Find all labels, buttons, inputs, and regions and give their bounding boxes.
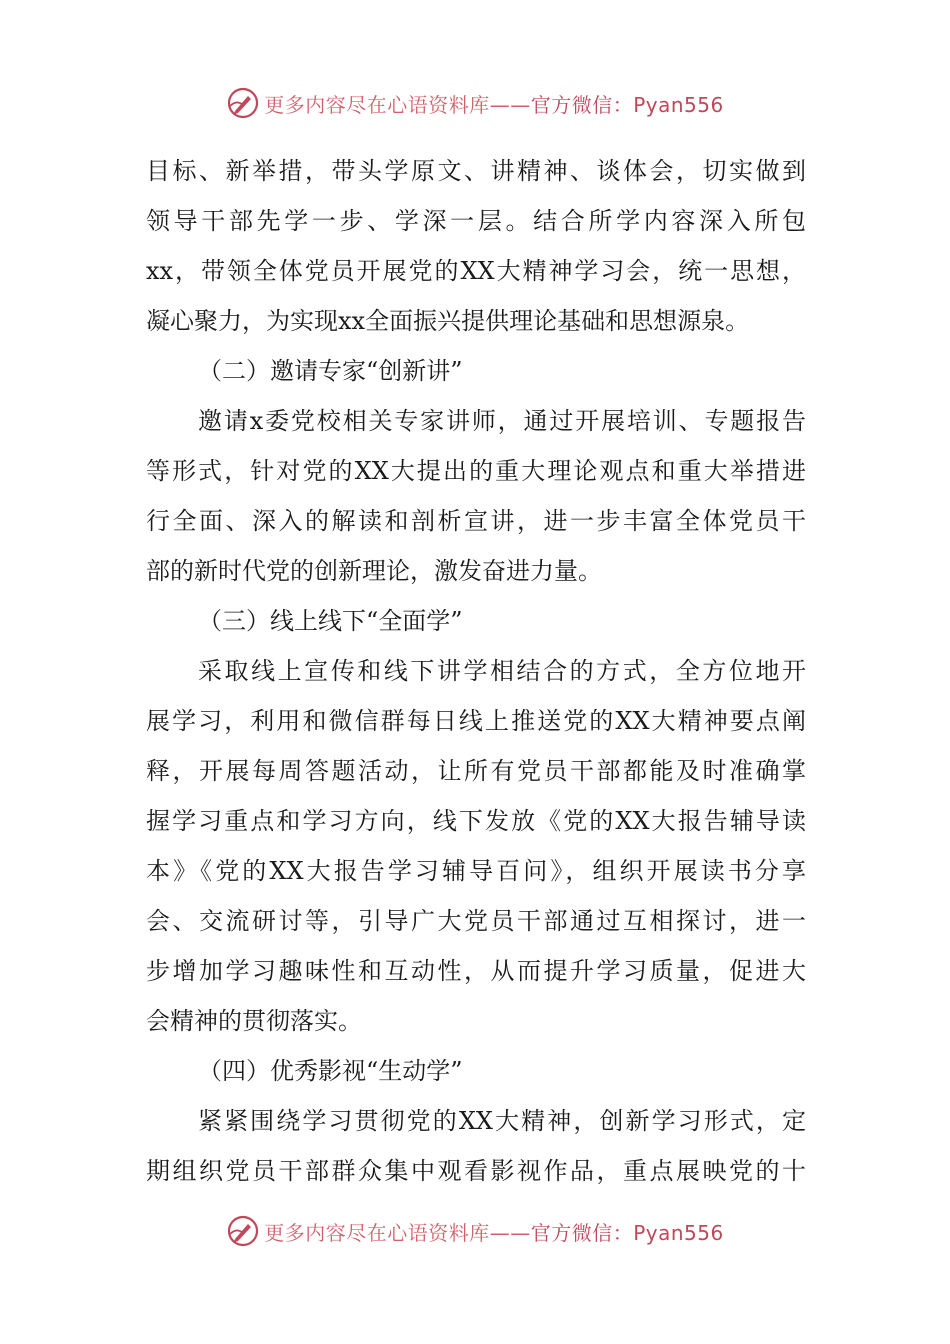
text-line: 展学习，利用和微信群每日线上推送党的XX大精神要点阐	[146, 707, 806, 735]
text-line: 步增加学习趣味性和互动性，从而提升学习质量，促进大	[146, 957, 806, 985]
text-line: 本》《党的XX大报告学习辅导百问》，组织开展读书分享	[146, 857, 806, 885]
text-line: 邀请x委党校相关专家讲师，通过开展培训、专题报告	[198, 407, 806, 435]
text-line: 紧紧围绕学习贯彻党的XX大精神，创新学习形式，定	[198, 1107, 806, 1135]
watermark-banner-top	[0, 83, 950, 123]
text-line: 会精神的贯彻落实。	[146, 1007, 362, 1035]
watermark-banner-bottom	[0, 1211, 950, 1251]
text-line: 释，开展每周答题活动，让所有党员干部都能及时准确掌	[146, 757, 806, 785]
pen-logo-icon	[226, 86, 260, 120]
document-body	[146, 146, 806, 1196]
section-heading: （二）邀请专家“创新讲”	[198, 357, 463, 385]
section-heading: （三）线上线下“全面学”	[198, 607, 463, 635]
watermark-text: 更多内容尽在心语资料库——官方微信：Pyan556	[264, 92, 724, 117]
text-line: 行全面、深入的解读和剖析宣讲，进一步丰富全体党员干	[146, 507, 806, 535]
text-line: xx，带领全体党员开展党的XX大精神学习会，统一思想，	[146, 257, 806, 285]
text-line: 等形式，针对党的XX大提出的重大理论观点和重大举措进	[146, 457, 806, 485]
text-line: 期组织党员干部群众集中观看影视作品，重点展映党的十	[146, 1157, 806, 1185]
watermark-text: 更多内容尽在心语资料库——官方微信：Pyan556	[264, 1220, 724, 1245]
text-line: 部的新时代党的创新理论，激发奋进力量。	[146, 557, 602, 585]
text-line: 握学习重点和学习方向，线下发放《党的XX大报告辅导读	[146, 807, 806, 835]
pen-logo-icon	[226, 1214, 260, 1248]
text-line: 目标、新举措，带头学原文、讲精神、谈体会，切实做到	[146, 157, 806, 185]
text-line: 凝心聚力，为实现xx全面振兴提供理论基础和思想源泉。	[146, 307, 750, 335]
section-heading: （四）优秀影视“生动学”	[198, 1057, 463, 1085]
text-line: 领导干部先学一步、学深一层。结合所学内容深入所包	[146, 207, 806, 235]
text-line: 会、交流研讨等，引导广大党员干部通过互相探讨，进一	[146, 907, 806, 935]
text-line: 采取线上宣传和线下讲学相结合的方式，全方位地开	[198, 657, 806, 685]
